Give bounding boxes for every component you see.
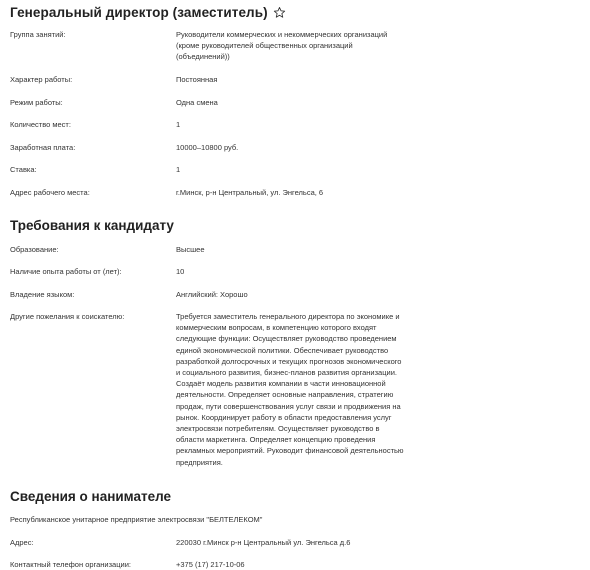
employer-phone-value: +375 (17) 217-10-06 (176, 560, 245, 569)
employer-title: Сведения о нанимателе (10, 489, 171, 504)
employer-name: Республиканское унитарное предприятие электросвязи "БЕЛТЕЛЕКОМ" (10, 515, 263, 524)
work-type-label: Характер работы: (10, 75, 73, 84)
page-title: Генеральный директор (заместитель) (10, 4, 268, 20)
language-value: Английский: Хорошо (176, 290, 248, 299)
work-schedule-label: Режим работы: (10, 98, 63, 107)
work-schedule-value: Одна смена (176, 98, 218, 107)
work-address-label: Адрес рабочего места: (10, 188, 90, 197)
experience-label: Наличие опыта работы от (лет): (10, 267, 122, 276)
language-label: Владение языком: (10, 290, 75, 299)
other-wishes-value: Требуется заместитель генерального директора по экономике и коммерческим вопросам, в компетенцию которого входят следующие функции: Осуществляет руководство проведением единой экономической политики. Обеспечивает руководство разработкой долгосрочных и текущих прогнозов экономического и социального развития, бизнес-планов развития организации. Создаёт модель развития компании в части инновационной деятельности. Определяет основные направления, стратегию продаж, пути совершенствования услуг связи и продвижения на рынок. Координирует работу в области предоставления услуг электросвязи потребителям. Осуществляет руководство в области маркетинга. Определяет концепцию проведения рекламных мероприятий. Руководит финансовой деятельностью предприятия. (176, 312, 404, 467)
salary-label: Заработная плата: (10, 143, 76, 152)
occupation-group-value: Руководители коммерческих и некоммерческих организаций (кроме руководителей общественных организаций (объединений)) (176, 30, 388, 62)
star-icon[interactable] (273, 6, 286, 19)
positions-count-value: 1 (176, 120, 181, 129)
title-row (10, 4, 286, 20)
work-type-value: Постоянная (176, 75, 218, 84)
salary-value: 10000–10800 руб. (176, 143, 239, 152)
education-value: Высшее (176, 245, 205, 254)
other-wishes-label: Другие пожелания к соискателю: (10, 312, 125, 321)
rate-label: Ставка: (10, 165, 37, 174)
requirements-title: Требования к кандидату (10, 218, 174, 233)
education-label: Образование: (10, 245, 59, 254)
employer-address-label: Адрес: (10, 538, 34, 547)
employer-phone-label: Контактный телефон организации: (10, 560, 131, 569)
occupation-group-label: Группа занятий: (10, 30, 66, 39)
experience-value: 10 (176, 267, 185, 276)
rate-value: 1 (176, 165, 181, 174)
employer-address-value: 220030 г.Минск р-н Центральный ул. Энгельса д.6 (176, 538, 351, 547)
star-outline-icon (273, 6, 286, 19)
positions-count-label: Количество мест: (10, 120, 71, 129)
work-address-value: г.Минск, р-н Центральный, ул. Энгельса, 6 (176, 188, 324, 197)
